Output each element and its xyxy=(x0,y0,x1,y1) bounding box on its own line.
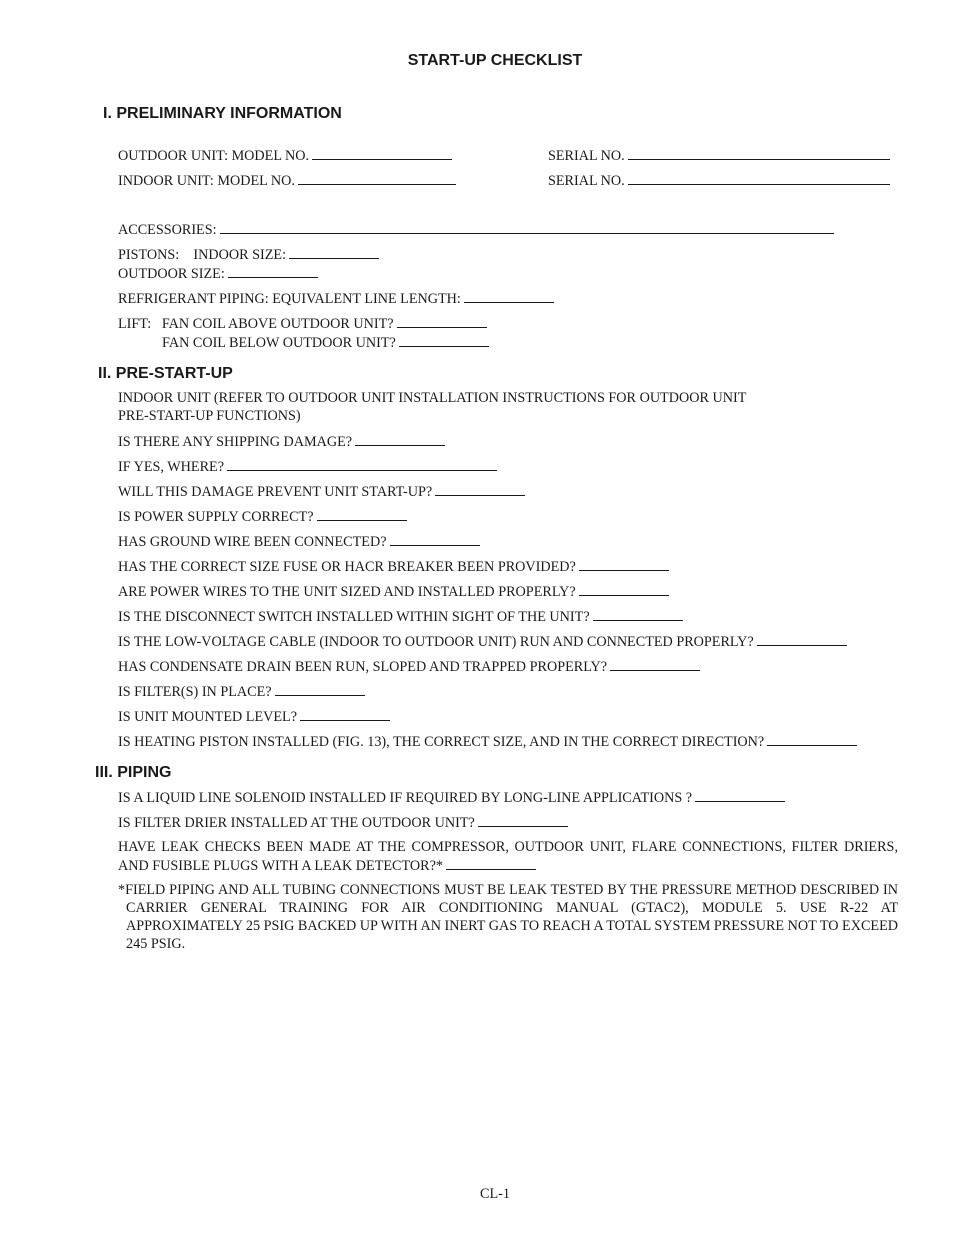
section-heading-piping: III. PIPING xyxy=(95,764,172,781)
leak-test-footnote: *FIELD PIPING AND ALL TUBING CONNECTIONS MUST BE LEAK TESTED BY THE PRESSURE METHOD DESCRIBED IN CARRIER GENERAL TRAINING FOR AIR CONDITIONING MANUAL (GTAC2), MODULE 5. USE R-22 AT APPROXIMATELY 25 PSIG BACKED UP WITH AN INERT GAS TO REACH A TOTAL SYSTEM PRESSURE NOT TO EXCEED 245 PSIG. xyxy=(118,882,898,952)
question-label: IS FILTER DRIER INSTALLED AT THE OUTDOOR UNIT? xyxy=(118,815,475,831)
outdoor-serial-blank[interactable] xyxy=(628,146,890,160)
question-condensate xyxy=(118,657,700,676)
section-heading-prestartup: II. PRE-START-UP xyxy=(98,365,233,382)
answer-blank[interactable] xyxy=(579,557,669,571)
indoor-serial-blank[interactable] xyxy=(628,171,890,185)
question-low-voltage xyxy=(118,632,847,651)
question-disconnect xyxy=(118,607,683,626)
question-label: IS HEATING PISTON INSTALLED (FIG. 13), THE CORRECT SIZE, AND IN THE CORRECT DIRECTION? xyxy=(118,734,765,750)
lift-above-field xyxy=(118,314,487,333)
question-label: HAS THE CORRECT SIZE FUSE OR HACR BREAKER BEEN PROVIDED? xyxy=(118,559,576,575)
question-power-supply xyxy=(118,507,407,526)
question-label: IS POWER SUPPLY CORRECT? xyxy=(118,509,314,525)
accessories-blank[interactable] xyxy=(220,220,834,234)
indoor-model-label: INDOOR UNIT: MODEL NO. xyxy=(118,173,295,189)
refrigerant-piping-field xyxy=(118,289,554,308)
lift-above-blank[interactable] xyxy=(397,314,487,328)
pistons-indoor-blank[interactable] xyxy=(289,245,379,259)
answer-blank[interactable] xyxy=(610,657,700,671)
indoor-serial-label: SERIAL NO. xyxy=(548,173,625,189)
pistons-indoor-label: PISTONS: INDOOR SIZE: xyxy=(118,247,287,263)
answer-blank[interactable] xyxy=(355,432,445,446)
lift-below-field xyxy=(162,333,489,352)
question-label: HAS GROUND WIRE BEEN CONNECTED? xyxy=(118,534,387,550)
question-label: ARE POWER WIRES TO THE UNIT SIZED AND INSTALLED PROPERLY? xyxy=(118,584,576,600)
answer-blank[interactable] xyxy=(695,788,785,802)
indoor-serial-field xyxy=(548,171,890,190)
prestartup-intro-line1: INDOOR UNIT (REFER TO OUTDOOR UNIT INSTALLATION INSTRUCTIONS FOR OUTDOOR UNIT xyxy=(118,390,747,406)
page-number: CL-1 xyxy=(480,1186,510,1202)
answer-blank[interactable] xyxy=(767,732,857,746)
indoor-model-blank[interactable] xyxy=(298,171,456,185)
answer-blank[interactable] xyxy=(446,856,536,870)
page-title: START-UP CHECKLIST xyxy=(407,52,583,69)
question-label: IS THERE ANY SHIPPING DAMAGE? xyxy=(118,434,353,450)
answer-blank[interactable] xyxy=(579,582,669,596)
section-heading-preliminary: I. PRELIMINARY INFORMATION xyxy=(103,105,342,122)
question-if-yes-where xyxy=(118,457,497,476)
question-label: IS UNIT MOUNTED LEVEL? xyxy=(118,709,298,725)
answer-blank[interactable] xyxy=(300,707,390,721)
outdoor-model-field xyxy=(118,146,452,165)
question-label: IS A LIQUID LINE SOLENOID INSTALLED IF REQUIRED BY LONG-LINE APPLICATIONS ? xyxy=(118,790,693,806)
indoor-model-field xyxy=(118,171,456,190)
question-label: IS THE DISCONNECT SWITCH INSTALLED WITHIN SIGHT OF THE UNIT? xyxy=(118,609,590,625)
question-label: WILL THIS DAMAGE PREVENT UNIT START-UP? xyxy=(118,484,433,500)
lift-below-label: FAN COIL BELOW OUTDOOR UNIT? xyxy=(162,335,396,351)
question-label: IF YES, WHERE? xyxy=(118,459,225,475)
outdoor-serial-field xyxy=(548,146,890,165)
answer-blank[interactable] xyxy=(275,682,365,696)
question-shipping-damage xyxy=(118,432,445,451)
answer-blank[interactable] xyxy=(757,632,847,646)
prestartup-intro-line2: PRE-START-UP FUNCTIONS) xyxy=(118,408,301,424)
question-prevent-startup xyxy=(118,482,525,501)
question-power-wires xyxy=(118,582,669,601)
question-label: HAVE LEAK CHECKS BEEN MADE AT THE COMPRESSOR, OUTDOOR UNIT, FLARE CONNECTIONS, FILTER DRIERS, AND FUSIBLE PLUGS WITH A LEAK DETECTOR?* xyxy=(118,839,898,874)
pistons-indoor-field xyxy=(118,245,379,264)
question-leak-checks xyxy=(118,838,898,875)
question-ground-wire xyxy=(118,532,480,551)
question-filters xyxy=(118,682,365,701)
answer-blank[interactable] xyxy=(435,482,525,496)
question-label: IS FILTER(S) IN PLACE? xyxy=(118,684,272,700)
outdoor-model-label: OUTDOOR UNIT: MODEL NO. xyxy=(118,148,310,164)
refrigerant-piping-label: REFRIGERANT PIPING: EQUIVALENT LINE LENGTH: xyxy=(118,291,461,307)
question-filter-drier xyxy=(118,813,568,832)
pistons-outdoor-field xyxy=(118,264,318,283)
question-heating-piston xyxy=(118,732,857,751)
question-fuse-breaker xyxy=(118,557,669,576)
answer-blank[interactable] xyxy=(390,532,480,546)
question-solenoid xyxy=(118,788,785,807)
lift-above-label: LIFT: FAN COIL ABOVE OUTDOOR UNIT? xyxy=(118,316,394,332)
accessories-label: ACCESSORIES: xyxy=(118,222,217,238)
question-level xyxy=(118,707,390,726)
outdoor-model-blank[interactable] xyxy=(312,146,452,160)
answer-blank[interactable] xyxy=(317,507,407,521)
answer-blank[interactable] xyxy=(593,607,683,621)
accessories-field xyxy=(118,220,834,239)
refrigerant-piping-blank[interactable] xyxy=(464,289,554,303)
pistons-outdoor-blank[interactable] xyxy=(228,264,318,278)
answer-blank[interactable] xyxy=(227,457,497,471)
question-label: IS THE LOW-VOLTAGE CABLE (INDOOR TO OUTDOOR UNIT) RUN AND CONNECTED PROPERLY? xyxy=(118,634,754,650)
question-label: HAS CONDENSATE DRAIN BEEN RUN, SLOPED AND TRAPPED PROPERLY? xyxy=(118,659,608,675)
lift-below-blank[interactable] xyxy=(399,333,489,347)
pistons-outdoor-label: OUTDOOR SIZE: xyxy=(118,266,225,282)
answer-blank[interactable] xyxy=(478,813,568,827)
outdoor-serial-label: SERIAL NO. xyxy=(548,148,625,164)
